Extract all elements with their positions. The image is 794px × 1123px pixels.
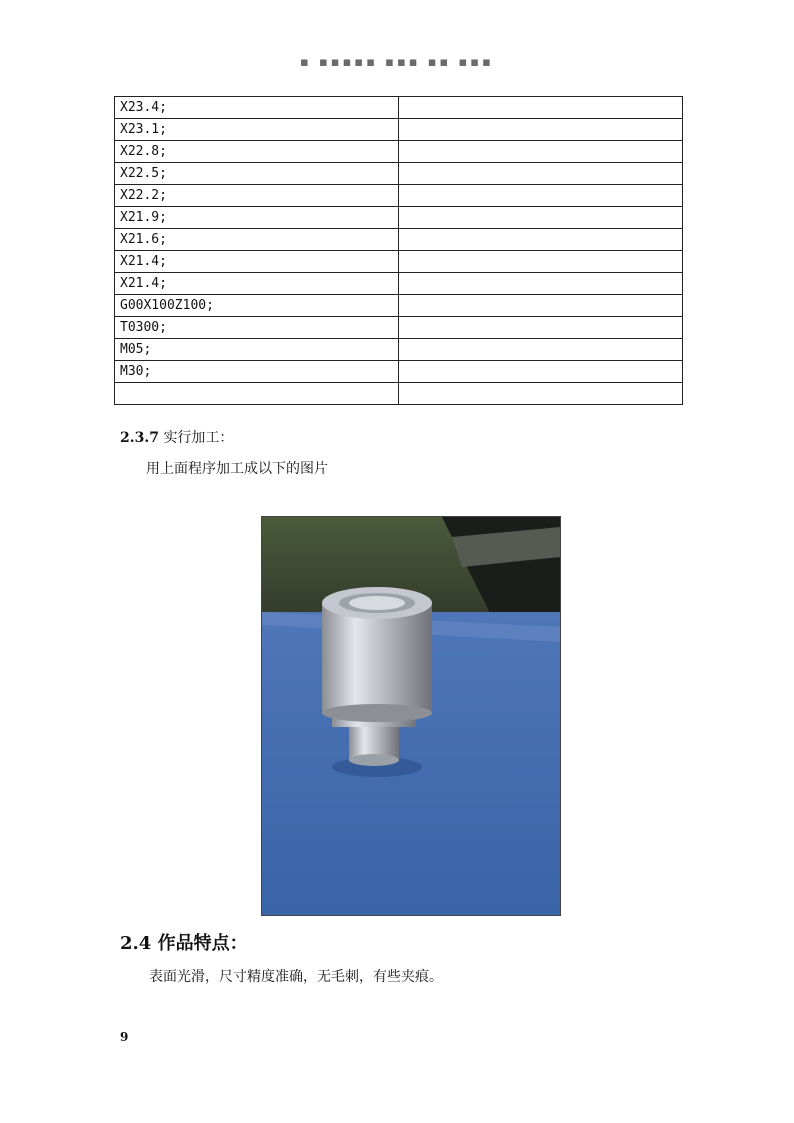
note-cell bbox=[399, 97, 683, 119]
note-cell bbox=[399, 361, 683, 383]
code-cell: X21.4; bbox=[115, 251, 399, 273]
note-cell bbox=[399, 273, 683, 295]
table-row bbox=[115, 317, 683, 339]
section-heading-2-4 bbox=[120, 929, 248, 955]
section-number: 2.3.7 bbox=[120, 430, 159, 446]
table-row bbox=[115, 383, 683, 405]
code-cell: M30; bbox=[115, 361, 399, 383]
code-cell: X23.4; bbox=[115, 97, 399, 119]
note-cell bbox=[399, 295, 683, 317]
table-row bbox=[115, 229, 683, 251]
table-row bbox=[115, 207, 683, 229]
code-cell: X22.8; bbox=[115, 141, 399, 163]
note-cell bbox=[399, 339, 683, 361]
note-cell bbox=[399, 251, 683, 273]
table-row bbox=[115, 97, 683, 119]
code-cell: X21.9; bbox=[115, 207, 399, 229]
note-cell bbox=[399, 185, 683, 207]
page-number: 9 bbox=[120, 1030, 129, 1044]
section-number: 2.4 bbox=[120, 933, 152, 954]
note-cell bbox=[399, 207, 683, 229]
code-cell: X22.2; bbox=[115, 185, 399, 207]
note-cell bbox=[399, 317, 683, 339]
code-cell: G00X100Z100; bbox=[115, 295, 399, 317]
table-row bbox=[115, 141, 683, 163]
code-cell: X21.6; bbox=[115, 229, 399, 251]
note-cell bbox=[399, 383, 683, 405]
table-row bbox=[115, 251, 683, 273]
running-header: ▪ ▪▪▪▪▪ ▪▪▪ ▪▪ ▪▪▪ bbox=[300, 55, 494, 70]
note-cell bbox=[399, 163, 683, 185]
code-cell: X23.1; bbox=[115, 119, 399, 141]
section-heading-2-3-7 bbox=[120, 427, 233, 447]
code-cell: X21.4; bbox=[115, 273, 399, 295]
section-body-text: 表面光滑，尺寸精度准确，无毛刺，有些夹痕。 bbox=[149, 969, 443, 985]
section-title: 作品特点： bbox=[157, 933, 248, 954]
code-cell: T0300; bbox=[115, 317, 399, 339]
table-row bbox=[115, 339, 683, 361]
cnc-program-table bbox=[114, 96, 683, 405]
code-cell: X22.5; bbox=[115, 163, 399, 185]
code-cell: M05; bbox=[115, 339, 399, 361]
table-row bbox=[115, 295, 683, 317]
code-cell bbox=[115, 383, 399, 405]
table-row bbox=[115, 163, 683, 185]
table-row bbox=[115, 273, 683, 295]
note-cell bbox=[399, 229, 683, 251]
table-row bbox=[115, 185, 683, 207]
note-cell bbox=[399, 119, 683, 141]
section-body-text: 用上面程序加工成以下的图片 bbox=[146, 461, 328, 477]
table-row bbox=[115, 361, 683, 383]
table-row bbox=[115, 119, 683, 141]
machined-part-photo bbox=[261, 516, 561, 916]
note-cell bbox=[399, 141, 683, 163]
section-title: 实行加工： bbox=[163, 430, 234, 446]
